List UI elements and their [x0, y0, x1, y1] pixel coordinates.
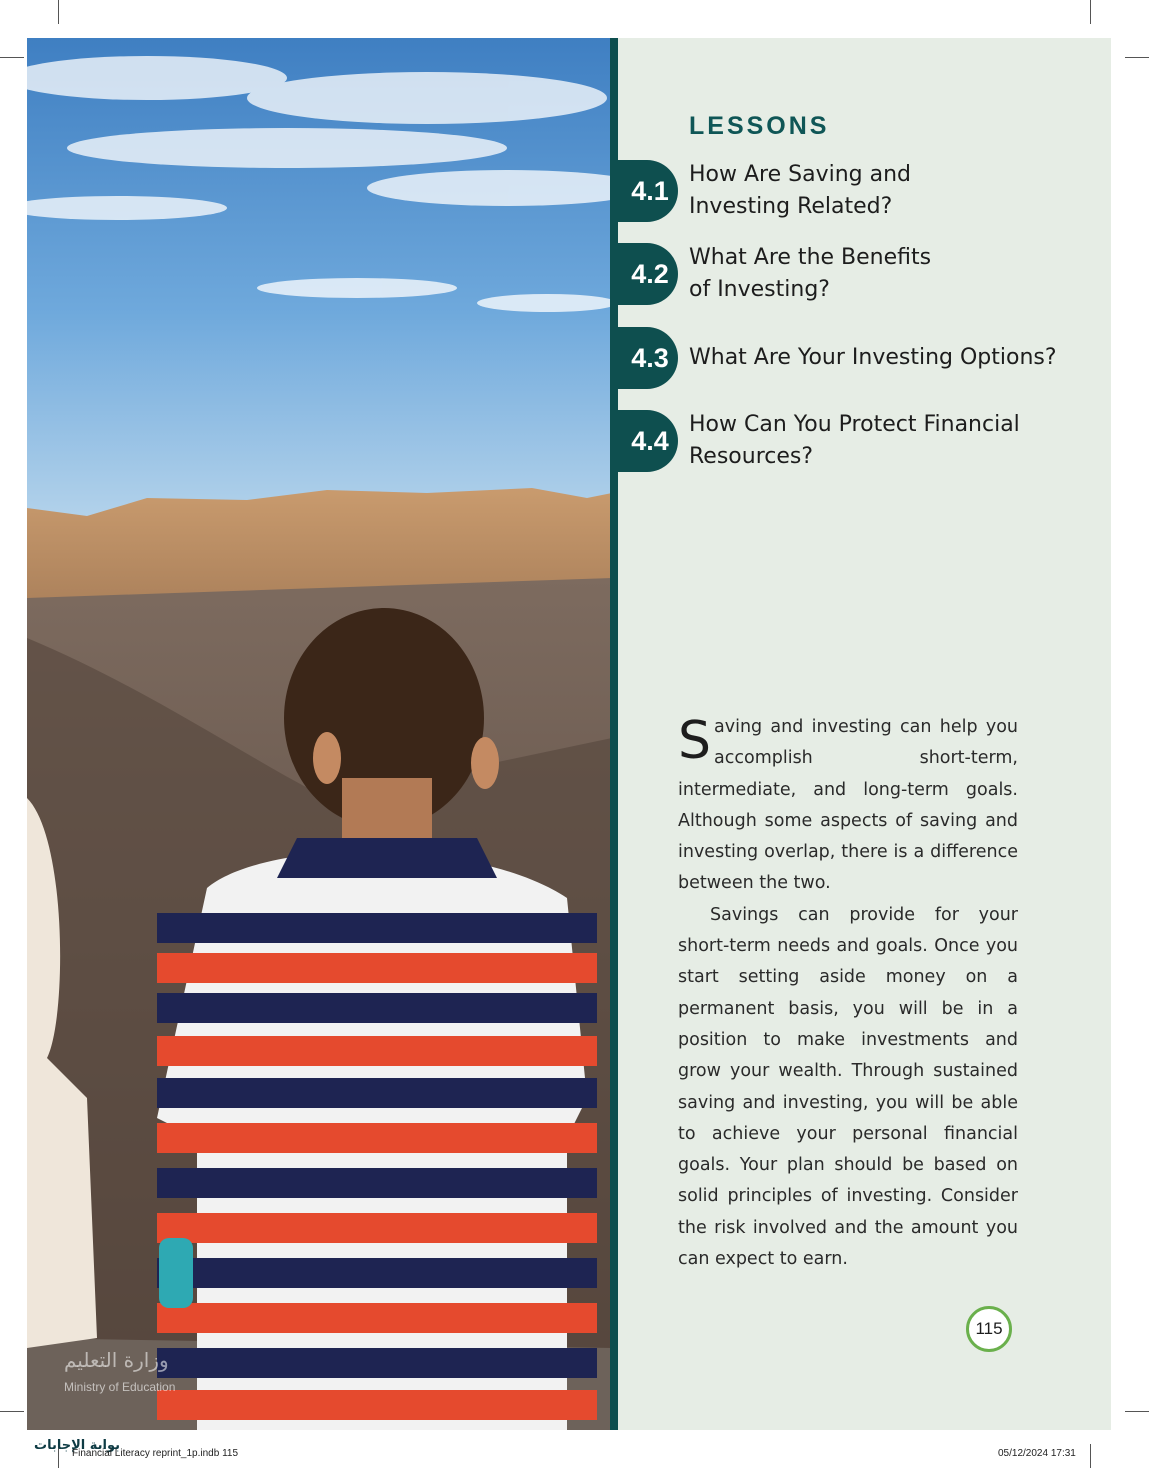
lesson-title-line: How Are Saving and [689, 162, 911, 187]
lesson-title [689, 242, 1089, 306]
lesson-number-badge: 4.2 [618, 243, 678, 305]
lesson-title-line: What Are Your Investing Options? [689, 345, 1057, 370]
lesson-title [689, 342, 1089, 374]
footer-timestamp: 05/12/2024 17:31 [998, 1448, 1076, 1459]
photo-divider [610, 38, 618, 1430]
crop-mark [1125, 57, 1149, 58]
lesson-title-line: of Investing? [689, 277, 830, 302]
crop-mark [1090, 1444, 1091, 1468]
crop-mark [0, 57, 24, 58]
drop-cap: S [678, 711, 712, 771]
lesson-title-line: Resources? [689, 444, 814, 469]
chapter-photo [27, 38, 612, 1430]
lesson-item [618, 243, 1098, 305]
lesson-title [689, 159, 1089, 223]
footer-file-info: Financial Literacy reprint_1p.indb 115 [72, 1448, 239, 1459]
intro-text [678, 712, 1018, 1275]
intro-paragraph: Savings can provide for your short-term needs and goals. Once you start setting aside money on a permanent basis, you will be in a position to make investments and grow your wealth. Through sustained saving and investing, you will be able to achieve your personal financial goals. Your plan should be based on solid principles of investing. Consider the risk involved and the amount you can expect to earn. [678, 904, 1018, 1270]
lessons-heading: LESSONS [689, 112, 830, 140]
site-watermark: بوابة الإجابات [34, 1438, 120, 1453]
lesson-item [618, 160, 1098, 222]
lesson-number-badge: 4.4 [618, 410, 678, 472]
crop-mark [1125, 1411, 1149, 1412]
lesson-title-line: Investing Related? [689, 194, 893, 219]
ministry-watermark-en: Ministry of Education [64, 1380, 176, 1394]
lesson-number-badge: 4.3 [618, 327, 678, 389]
lesson-title-line: What Are the Benefits [689, 245, 932, 270]
intro-paragraph [678, 712, 1018, 900]
lesson-item [618, 410, 1098, 472]
lesson-number-badge: 4.1 [618, 160, 678, 222]
crop-mark [0, 1411, 24, 1412]
crop-mark [1090, 0, 1091, 24]
lesson-item [618, 327, 1098, 389]
lesson-title-line: How Can You Protect Financial [689, 412, 1020, 437]
page-number: 115 [966, 1306, 1012, 1352]
ministry-watermark-ar: وزارة التعليم [64, 1348, 169, 1372]
crop-mark [58, 0, 59, 24]
intro-paragraph-text: aving and investing can help you accomplish short-term, intermediate, and long-term goals. Although some aspects of saving and investing overlap, there is a difference between the two. [678, 717, 1018, 894]
lesson-title [689, 409, 1089, 473]
